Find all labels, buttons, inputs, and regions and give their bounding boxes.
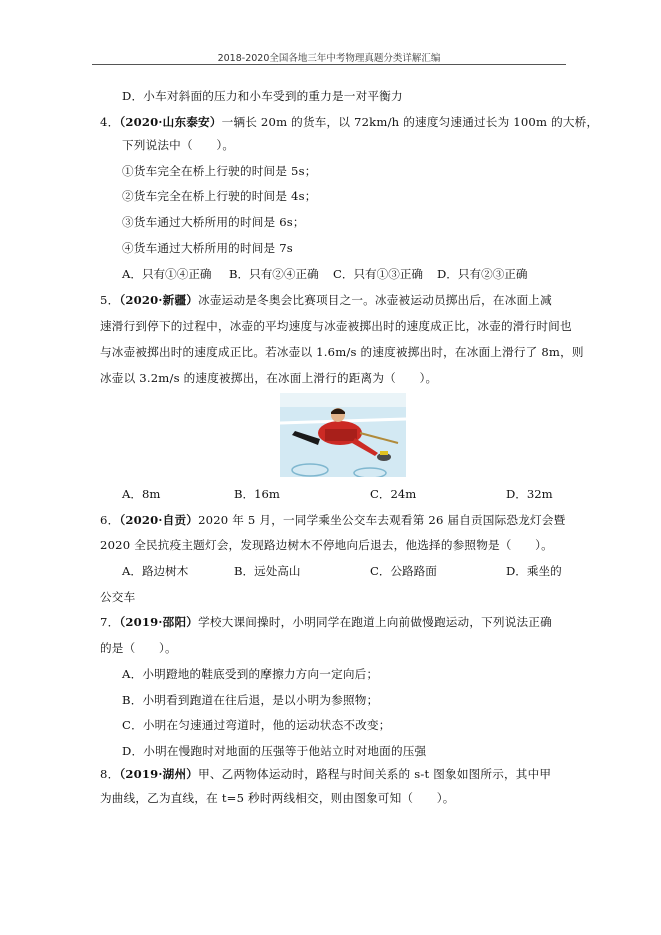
q6-option-b: B．远处高山 bbox=[234, 564, 301, 578]
q5-number: 5． bbox=[100, 293, 120, 307]
q4-statement-3: ③货车通过大桥所用的时间是 6s； bbox=[122, 215, 305, 229]
q8-stem-line2: 为曲线，乙为直线，在 t=5 秒时两线相交，则由图象可知（ ）。 bbox=[100, 791, 455, 805]
q4-statement-1: ①货车完全在桥上行驶的时间是 5s； bbox=[122, 164, 317, 178]
q5-option-d: D．32m bbox=[506, 487, 553, 501]
q5-source: （2020·新疆） bbox=[119, 293, 199, 307]
q7-stem-line1 bbox=[100, 614, 552, 630]
q8-stem-text: 甲、乙两物体运动时，路程与时间关系的 s-t 图象如图所示，其中甲 bbox=[198, 767, 552, 781]
q5-stem-line2: 速滑行到停下的过程中，冰壶的平均速度与冰壶被掷出时的速度成正比，冰壶的滑行时间也 bbox=[100, 319, 572, 333]
q6-stem-text: 2020 年 5 月，一同学乘坐公交车去观看第 26 届自贡国际恐龙灯会暨 bbox=[198, 513, 566, 527]
q8-source: （2019·湖州） bbox=[119, 767, 199, 781]
q6-stem-line1 bbox=[100, 512, 565, 528]
q6-option-a: A．路边树木 bbox=[122, 564, 189, 578]
q4-stem-text: 一辆长 20m 的货车，以 72km/h 的速度匀速通过长为 100m 的大桥， bbox=[221, 115, 599, 129]
curling-photo-illustration bbox=[280, 393, 406, 477]
q7-option-a: A．小明蹬地的鞋底受到的摩擦力方向一定向后； bbox=[122, 667, 379, 681]
q4-statement-4: ④货车通过大桥所用的时间是 7s bbox=[122, 241, 293, 255]
q8-number: 8． bbox=[100, 767, 120, 781]
q4-number: 4． bbox=[100, 115, 120, 129]
q5-stem-line4: 冰壶以 3.2m/s 的速度被掷出，在冰面上滑行的距离为（ ）。 bbox=[100, 371, 438, 385]
q4-stem-line2: 下列说法中（ ）。 bbox=[122, 138, 235, 152]
q5-stem-text: 冰壶运动是冬奥会比赛项目之一。冰壶被运动员掷出后，在冰面上减 bbox=[198, 293, 552, 307]
q7-option-b: B．小明看到跑道在往后退，是以小明为参照物； bbox=[122, 693, 379, 707]
q5-option-b: B．16m bbox=[234, 487, 280, 501]
q4-option-a: A．只有①④正确 bbox=[122, 267, 212, 281]
q5-stem-line3: 与冰壶被掷出时的速度成正比。若冰壶以 1.6m/s 的速度被掷出时，在冰面上滑行了 8m，则 bbox=[100, 345, 584, 359]
q6-stem-line2: 2020 全民抗疫主题灯会，发现路边树木不停地向后退去，他选择的参照物是（ ）。 bbox=[100, 538, 553, 552]
q6-source: （2020·自贡） bbox=[119, 513, 199, 527]
q6-option-d: D．乘坐的 bbox=[506, 564, 562, 578]
q8-stem-line1 bbox=[100, 766, 551, 782]
q5-option-c: C．24m bbox=[370, 487, 417, 501]
q6-option-d-continued: 公交车 bbox=[100, 590, 136, 604]
curling-photo bbox=[280, 393, 406, 477]
q4-source: （2020·山东泰安） bbox=[119, 115, 222, 129]
header-divider bbox=[92, 64, 566, 65]
q4-stem-line1 bbox=[100, 114, 598, 130]
q3-option-d: D．小车对斜面的压力和小车受到的重力是一对平衡力 bbox=[122, 89, 403, 103]
q6-number: 6． bbox=[100, 513, 120, 527]
q4-option-b: B．只有②④正确 bbox=[229, 267, 319, 281]
q4-option-c: C．只有①③正确 bbox=[333, 267, 424, 281]
q5-stem-line1 bbox=[100, 292, 552, 308]
q7-source: （2019·邵阳） bbox=[119, 615, 199, 629]
q5-option-a: A．8m bbox=[122, 487, 161, 501]
q7-stem-line2: 的是（ ）。 bbox=[100, 641, 177, 655]
q7-stem-text: 学校大课间操时，小明同学在跑道上向前做慢跑运动，下列说法正确 bbox=[198, 615, 552, 629]
q4-option-d: D．只有②③正确 bbox=[437, 267, 528, 281]
q6-option-c: C．公路路面 bbox=[370, 564, 437, 578]
q7-number: 7． bbox=[100, 615, 120, 629]
q7-option-c: C．小明在匀速通过弯道时，他的运动状态不改变； bbox=[122, 718, 391, 732]
q7-option-d: D．小明在慢跑时对地面的压强等于他站立时对地面的压强 bbox=[122, 744, 427, 758]
q4-statement-2: ②货车完全在桥上行驶的时间是 4s； bbox=[122, 189, 317, 203]
page-header: 2018-2020全国各地三年中考物理真题分类详解汇编 bbox=[217, 53, 441, 64]
